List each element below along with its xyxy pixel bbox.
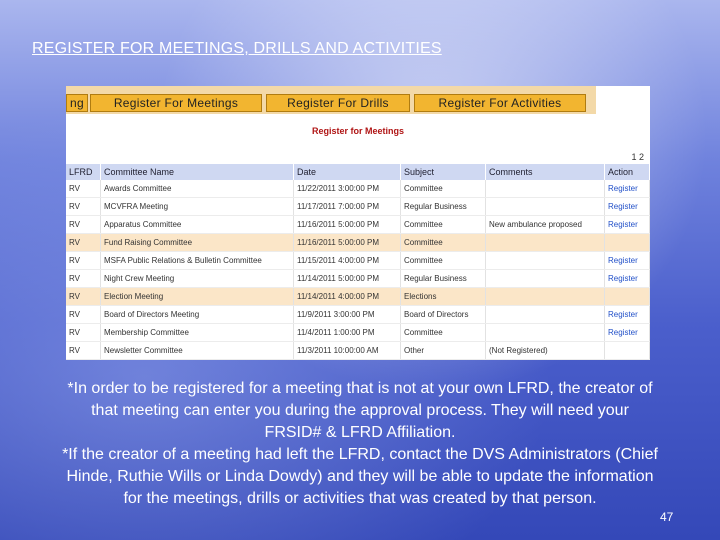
cell-action <box>605 342 650 360</box>
slide-title: REGISTER FOR MEETINGS, DRILLS AND ACTIVITIES <box>32 40 442 57</box>
cell-action[interactable]: Register <box>605 306 650 324</box>
note-line: *If the creator of a meeting had left the LFRD, contact the DVS Administrators (Chief <box>62 446 658 463</box>
cell-comments <box>486 270 605 288</box>
cell-comments <box>486 234 605 252</box>
table-row <box>66 180 650 198</box>
cell-action[interactable]: Register <box>605 270 650 288</box>
cell-action[interactable]: Register <box>605 180 650 198</box>
cell-date: 11/15/2011 4:00:00 PM <box>294 252 401 270</box>
table-row <box>66 342 650 360</box>
cell-committee-name: MCVFRA Meeting <box>101 198 294 216</box>
cell-action[interactable]: Register <box>605 198 650 216</box>
note-line: for the meetings, drills or activities that was created by that person. <box>123 490 597 507</box>
table-row <box>66 198 650 216</box>
cell-action <box>605 288 650 306</box>
cell-subject: Committee <box>401 216 486 234</box>
instruction-note <box>18 378 702 510</box>
note-line: that meeting can enter you during the approval process. They will need your <box>91 402 629 419</box>
cell-lfrd: RV <box>66 342 101 360</box>
cell-lfrd: RV <box>66 324 101 342</box>
tab-partial[interactable]: ng <box>66 94 88 112</box>
tab-register-meetings[interactable]: Register For Meetings <box>90 94 262 112</box>
cell-date: 11/16/2011 5:00:00 PM <box>294 234 401 252</box>
cell-committee-name: Fund Raising Committee <box>101 234 294 252</box>
table-row <box>66 270 650 288</box>
table-row <box>66 252 650 270</box>
col-action: Action <box>605 164 650 180</box>
cell-lfrd: RV <box>66 198 101 216</box>
cell-subject: Board of Directors <box>401 306 486 324</box>
cell-date: 11/17/2011 7:00:00 PM <box>294 198 401 216</box>
cell-comments <box>486 288 605 306</box>
cell-comments <box>486 324 605 342</box>
cell-committee-name: Board of Directors Meeting <box>101 306 294 324</box>
cell-comments <box>486 252 605 270</box>
table-header-row <box>66 164 650 180</box>
cell-date: 11/14/2011 4:00:00 PM <box>294 288 401 306</box>
cell-committee-name: Awards Committee <box>101 180 294 198</box>
cell-date: 11/22/2011 3:00:00 PM <box>294 180 401 198</box>
col-lfrd: LFRD <box>66 164 101 180</box>
cell-subject: Committee <box>401 180 486 198</box>
register-screenshot <box>66 86 650 360</box>
cell-action <box>605 234 650 252</box>
cell-date: 11/14/2011 5:00:00 PM <box>294 270 401 288</box>
tab-strip <box>66 86 596 114</box>
cell-committee-name: Membership Committee <box>101 324 294 342</box>
cell-lfrd: RV <box>66 180 101 198</box>
note-line: FRSID# & LFRD Affiliation. <box>264 424 456 441</box>
table-row <box>66 306 650 324</box>
cell-subject: Committee <box>401 252 486 270</box>
cell-date: 11/4/2011 1:00:00 PM <box>294 324 401 342</box>
table-row <box>66 288 650 306</box>
col-comments: Comments <box>486 164 605 180</box>
cell-committee-name: Election Meeting <box>101 288 294 306</box>
pager[interactable]: 1 2 <box>631 152 644 162</box>
cell-committee-name: Newsletter Committee <box>101 342 294 360</box>
cell-subject: Committee <box>401 234 486 252</box>
table-row <box>66 234 650 252</box>
tab-register-activities[interactable]: Register For Activities <box>414 94 586 112</box>
cell-subject: Committee <box>401 324 486 342</box>
table-row <box>66 216 650 234</box>
cell-comments: New ambulance proposed <box>486 216 605 234</box>
tab-register-drills[interactable]: Register For Drills <box>266 94 410 112</box>
cell-comments <box>486 180 605 198</box>
cell-comments: (Not Registered) <box>486 342 605 360</box>
cell-subject: Regular Business <box>401 270 486 288</box>
cell-date: 11/16/2011 5:00:00 PM <box>294 216 401 234</box>
cell-date: 11/9/2011 3:00:00 PM <box>294 306 401 324</box>
meetings-heading: Register for Meetings <box>311 126 405 136</box>
cell-subject: Regular Business <box>401 198 486 216</box>
cell-committee-name: Apparatus Committee <box>101 216 294 234</box>
cell-date: 11/3/2011 10:00:00 AM <box>294 342 401 360</box>
page-number: 47 <box>660 510 674 524</box>
cell-lfrd: RV <box>66 216 101 234</box>
col-subject: Subject <box>401 164 486 180</box>
cell-committee-name: Night Crew Meeting <box>101 270 294 288</box>
cell-lfrd: RV <box>66 270 101 288</box>
cell-action[interactable]: Register <box>605 216 650 234</box>
cell-lfrd: RV <box>66 288 101 306</box>
note-line: *In order to be registered for a meeting that is not at your own LFRD, the creator of <box>67 380 653 397</box>
meetings-table <box>66 164 650 360</box>
col-date: Date <box>294 164 401 180</box>
table-row <box>66 324 650 342</box>
cell-lfrd: RV <box>66 252 101 270</box>
cell-action[interactable]: Register <box>605 252 650 270</box>
cell-subject: Other <box>401 342 486 360</box>
cell-comments <box>486 198 605 216</box>
cell-committee-name: MSFA Public Relations & Bulletin Committee <box>101 252 294 270</box>
cell-lfrd: RV <box>66 306 101 324</box>
note-line: Hinde, Ruthie Wills or Linda Dowdy) and they will be able to update the information <box>66 468 654 485</box>
cell-comments <box>486 306 605 324</box>
table-body <box>66 180 650 360</box>
cell-action[interactable]: Register <box>605 324 650 342</box>
cell-lfrd: RV <box>66 234 101 252</box>
col-committee-name: Committee Name <box>101 164 294 180</box>
cell-subject: Elections <box>401 288 486 306</box>
